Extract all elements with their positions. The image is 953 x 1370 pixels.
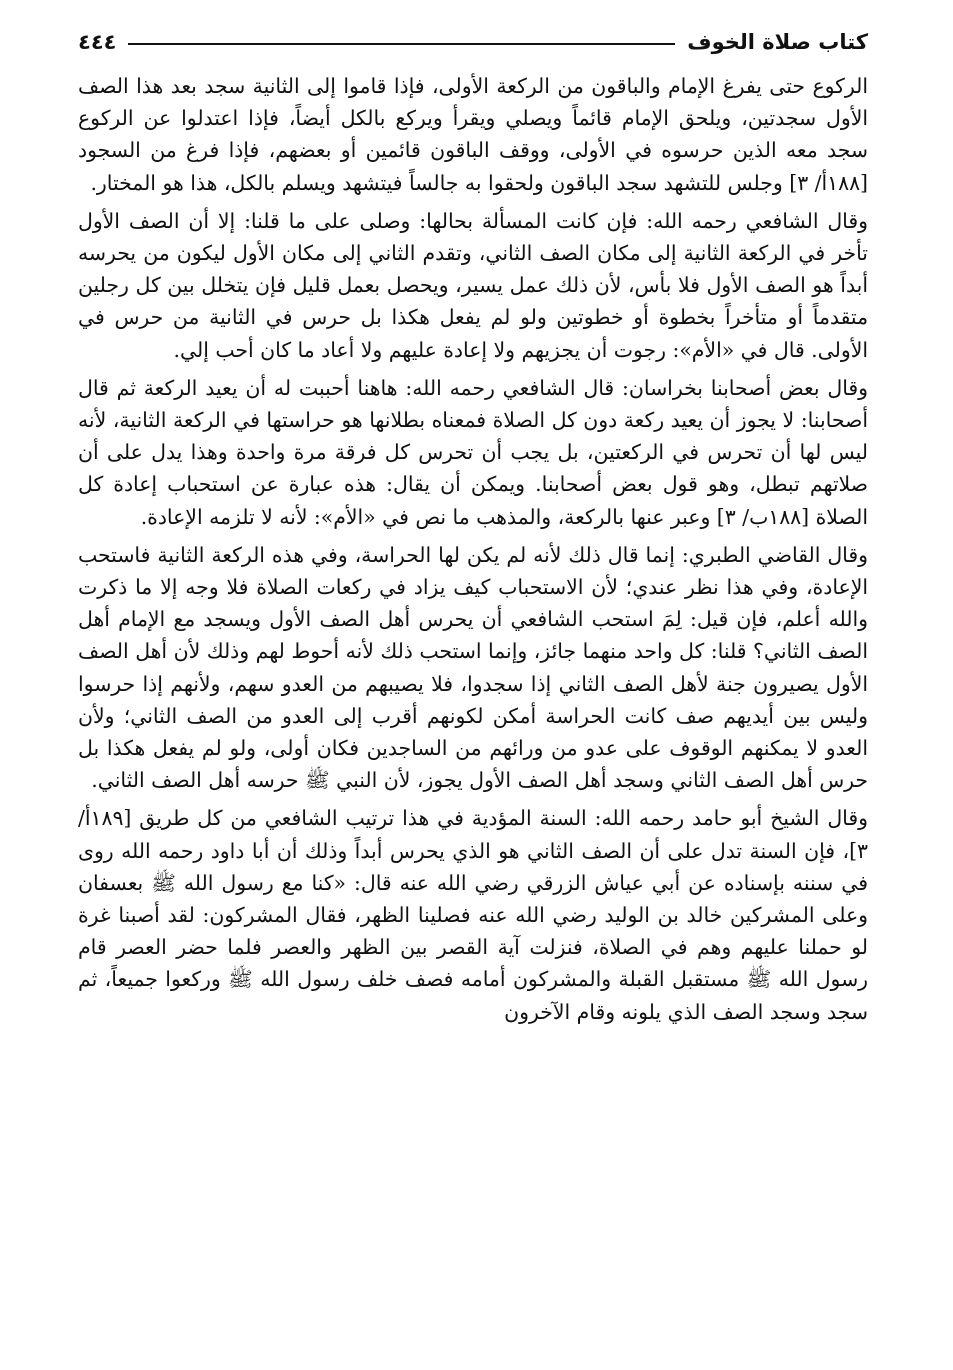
page-number: ٤٤٤ (78, 30, 117, 54)
paragraph: وقال القاضي الطبري: إنما قال ذلك لأنه لم يكن لها الحراسة، وفي هذه الركعة الثانية فاستحب الإعادة، وفي هذا نظر عندي؛ لأن الاستحباب كيف يزاد في ركعات الصلاة فلا وجه إلا ما ذكرت والله أعلم، فإن قيل: لِمَ استحب الشافعي أن يحرس أهل الصف الأول ويسجد مع الإمام أهل الصف الثاني؟ قلنا: كل واحد منهما جائز، وإنما استحب ذلك لأنه أحوط لهم وذلك لأن أهل الصف الأول يصيرون جنة لأهل الصف الثاني إذا سجدوا، فلا يصيبهم من العدو سهم، ولأنهم إذا حرسوا وليس بين أيديهم صف كانت الحراسة أمكن لكونهم أقرب إلى العدو من الصف الثاني؛ ولأن العدو لا يمكنهم الوقوف على عدو من ورائهم من الساجدين فكان أولى، ولو لم يفعل هكذا بل حرس أهل الصف الثاني وسجد أهل الصف الأول يجوز، لأن النبي ﷺ حرسه أهل الصف الثاني. (78, 542, 868, 793)
paragraph: وقال بعض أصحابنا بخراسان: قال الشافعي رحمه الله: هاهنا أحببت له أن يعيد الركعة ثم قال أصحابنا: لا يجوز أن يعيد ركعة دون كل الصلاة فمعناه بطلانها هو حراستها في الركعة الثانية، لأنه ليس لها أن تحرس في الركعتين، بل يجب أن تحرس كل فرقة مرة واحدة وهذا يدل على أن صلاتهم تبطل، وهو قول بعض أصحابنا. ويمكن أن يقال: هذه عبارة عن استحباب إعادة كل الصلاة [١٨٨ب/ ٣] وعبر عنها بالركعة، والمذهب ما نص في «الأم»: لأنه لا تلزمه الإعادة. (78, 375, 869, 529)
header-rule (128, 43, 675, 45)
running-header (78, 22, 868, 62)
chapter-title: كتاب صلاة الخوف (687, 30, 868, 54)
paragraph: الركوع حتى يفرغ الإمام والباقون من الركعة الأولى، فإذا قاموا إلى الثانية سجد بعد هذا الصف الأول سجدتين، ويلحق الإمام قائماً ويصلي ويقرأ ويركع بالكل أيضاً، فإذا اعتدلوا عن الركوع سجد معه الذين حرسوه في الأولى، ووقف الباقون قائمين أو بعضهم، فإذا فرغ من السجود [١٨٨أ/ ٣] وجلس للتشهد سجد الباقون ولحقوا به جالساً فيتشهد ويسلم بالكل، هذا هو المختار. (78, 74, 868, 195)
paragraph: وقال الشافعي رحمه الله: فإن كانت المسألة بحالها: وصلى على ما قلنا: إلا أن الصف الأول تأخر في الركعة الثانية إلى مكان الصف الثاني، وتقدم الثاني إلى مكان الأول ليكون من يحرسه أبداً هو الصف الأول فلا بأس، لأن ذلك عمل يسير، ويحصل بعمل قليل فإن يتخلل بين كل رجلين متقدماً أو متأخراً بخطوة أو خطوتين ولو لم يفعل هكذا بل حرس في الثانية من حرس في الأولى. قال في «الأم»: رجوت أن يجزيهم ولا إعادة عليهم ولا أعاد ما كان أحب إلي. (78, 208, 868, 362)
body-text (78, 70, 868, 1028)
book-page (78, 22, 868, 1352)
paragraph: وقال الشيخ أبو حامد رحمه الله: السنة المؤدية في هذا ترتيب الشافعي من كل طريق [١٨٩أ/ ٣]، فإن السنة تدل على أن الصف الثاني هو الذي يحرس أبداً وذلك أن أبا داود رحمه الله روى في سننه بإسناده عن أبي عياش الزرقي رضي الله عنه قال: «كنا مع رسول الله ﷺ بعسفان وعلى المشركين خالد بن الوليد رضي الله عنه فصلينا الظهر، فقال المشركون: لقد أصبنا غرة لو حملنا عليهم وهم في الصلاة، فنزلت آية القصر بين الظهر والعصر فلما حضر العصر قام رسول الله ﷺ مستقبل القبلة والمشركون أمامه فصف خلف رسول الله ﷺ وركعوا جميعاً، ثم سجد وسجد الصف الذي يلونه وقام الآخرون (78, 806, 868, 1024)
